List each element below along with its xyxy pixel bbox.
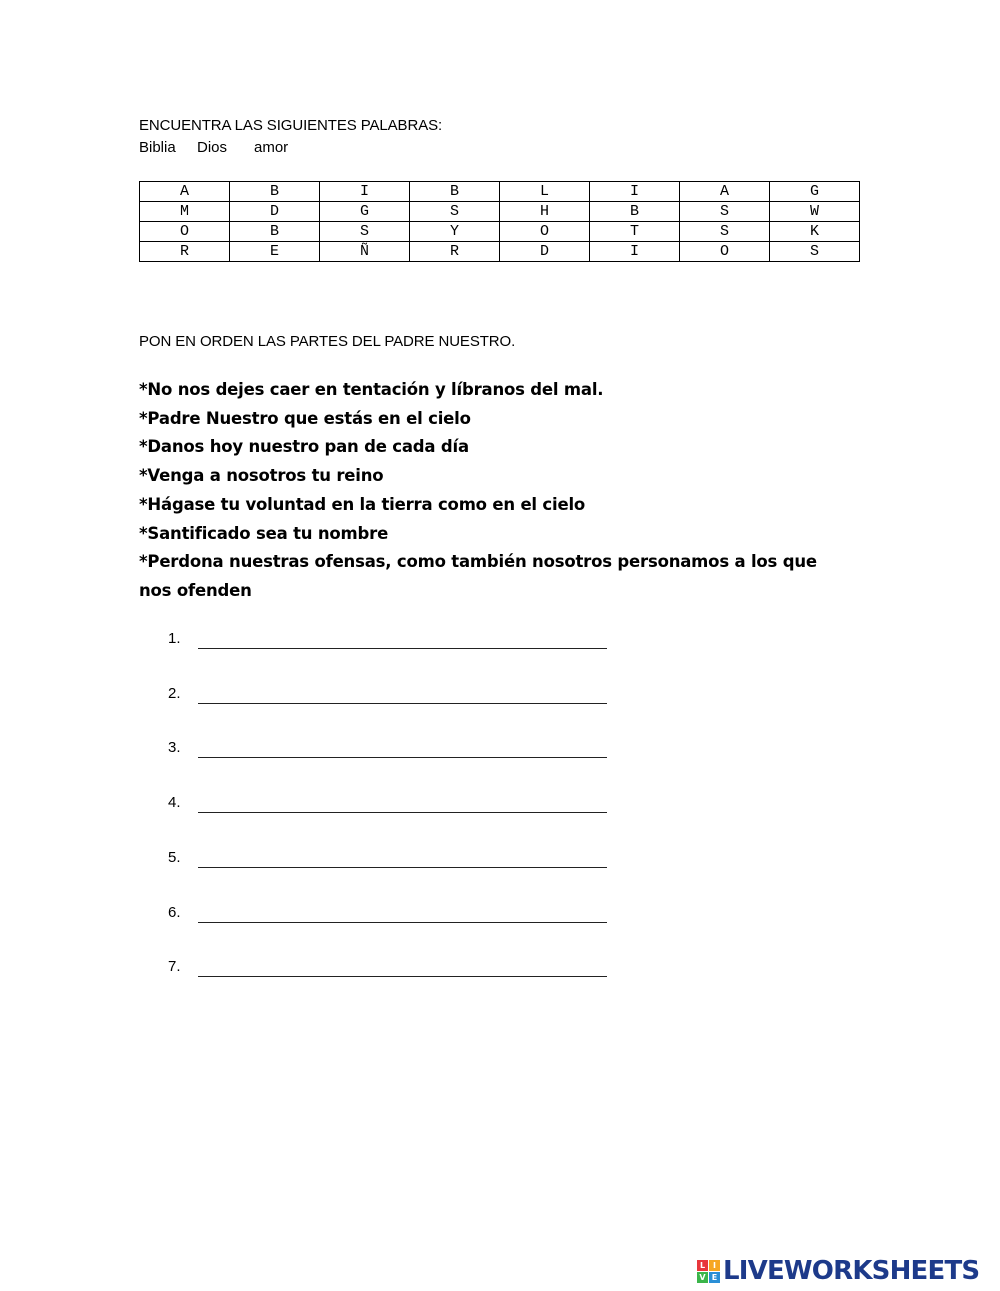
grid-cell[interactable]: G [320,202,410,222]
grid-cell[interactable]: S [680,202,770,222]
answer-row [168,849,628,871]
grid-cell[interactable]: S [320,222,410,242]
grid-cell[interactable]: A [140,182,230,202]
answer-number: 7. [168,958,181,975]
answer-row [168,685,628,707]
prayer-phrase: *No nos dejes caer en tentación y líbranos del mal. [139,380,604,399]
grid-cell[interactable]: B [230,182,320,202]
grid-cell[interactable]: Ñ [320,242,410,262]
prayer-phrase: *Danos hoy nuestro pan de cada día [139,437,469,457]
answer-row [168,904,628,926]
prayer-phrase: *Perdona nuestras ofensas, como también nosotros personamos a los que nos ofenden [139,552,817,600]
answer-number: 6. [168,904,181,921]
answer-blank[interactable] [198,648,607,649]
grid-cell[interactable]: S [680,222,770,242]
grid-cell[interactable]: I [590,242,680,262]
answer-number: 5. [168,849,181,866]
logo-block: E [709,1272,720,1283]
grid-cell[interactable]: K [770,222,860,242]
grid-cell[interactable]: L [500,182,590,202]
grid-cell[interactable]: T [590,222,680,242]
grid-cell[interactable]: R [410,242,500,262]
prayer-phrase: *Venga a nosotros tu reino [139,466,384,486]
answer-blank[interactable] [198,922,607,923]
answer-row [168,794,628,816]
grid-cell[interactable]: I [320,182,410,202]
prayer-phrase: *Padre Nuestro que estás en el cielo [139,408,471,428]
answer-row [168,958,628,980]
logo-block: V [697,1272,708,1283]
grid-cell[interactable]: R [140,242,230,262]
answer-number: 1. [168,630,181,647]
liveworksheets-logo [697,1256,979,1286]
grid-cell[interactable]: H [500,202,590,222]
grid-cell[interactable]: B [230,222,320,242]
grid-cell[interactable]: E [230,242,320,262]
section-order-title: PON EN ORDEN LAS PARTES DEL PADRE NUESTRO. [139,333,516,350]
answer-blank[interactable] [198,703,607,704]
answer-row [168,739,628,761]
answer-number: 4. [168,794,181,811]
grid-cell[interactable]: O [140,222,230,242]
answer-blank[interactable] [198,757,607,758]
grid-cell[interactable]: B [410,182,500,202]
grid-cell[interactable]: I [590,182,680,202]
grid-cell[interactable]: A [680,182,770,202]
answer-blank[interactable] [198,867,607,868]
grid-cell[interactable]: D [500,242,590,262]
logo-text: LIVEWORKSHEETS [723,1256,980,1286]
word-item: Biblia [139,139,176,156]
answer-blank[interactable] [198,976,607,977]
answer-number: 3. [168,739,181,756]
grid-cell[interactable]: M [140,202,230,222]
grid-cell[interactable]: S [770,242,860,262]
word-item: amor [254,139,289,156]
logo-block: L [697,1260,708,1271]
grid-cell[interactable]: W [770,202,860,222]
grid-cell[interactable]: O [500,222,590,242]
section-find-words-title: ENCUENTRA LAS SIGUIENTES PALABRAS: [139,117,443,134]
grid-cell[interactable]: G [770,182,860,202]
grid-cell[interactable]: Y [410,222,500,242]
grid-cell[interactable]: O [680,242,770,262]
answer-row [168,630,628,652]
logo-block: I [709,1260,720,1271]
prayer-phrase: *Hágase tu voluntad en la tierra como en el cielo [139,494,586,514]
grid-cell[interactable]: S [410,202,500,222]
grid-cell[interactable]: B [590,202,680,222]
answer-blank[interactable] [198,812,607,813]
grid-cell[interactable]: D [230,202,320,222]
prayer-phrase: *Santificado sea tu nombre [139,523,389,543]
word-item: Dios [197,139,228,156]
answer-number: 2. [168,685,181,702]
logo-blocks-icon [697,1260,720,1283]
